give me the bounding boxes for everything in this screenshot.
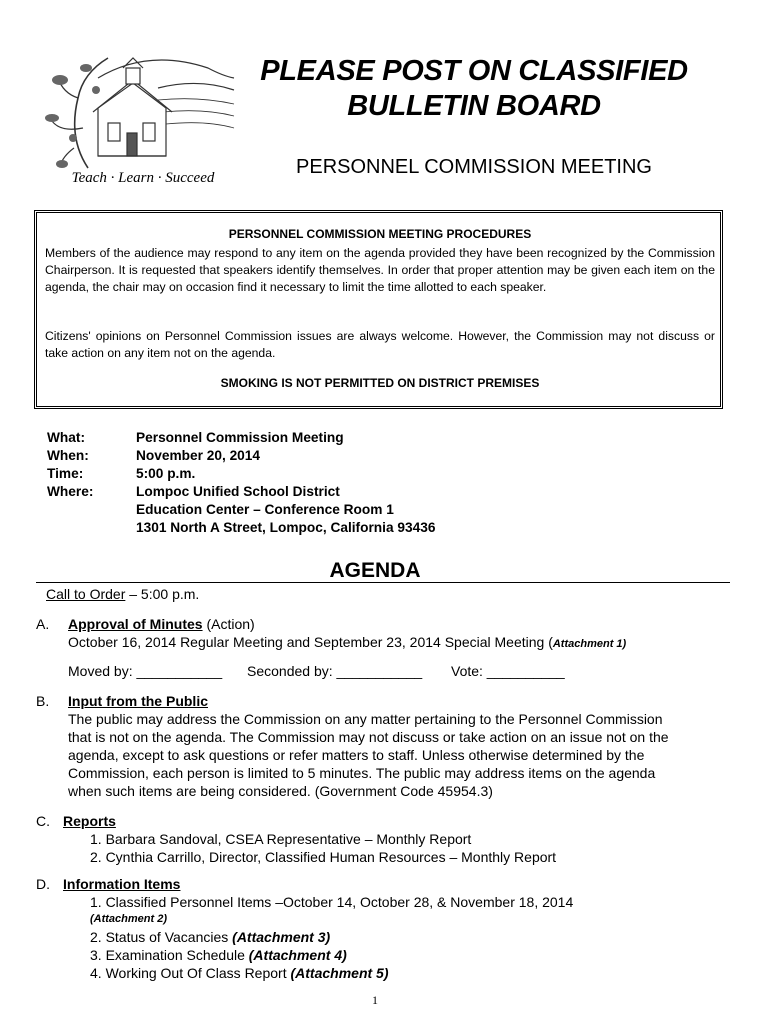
section-c-heading	[63, 812, 116, 830]
section-b-letter: B.	[36, 693, 50, 709]
attachment-1: Attachment 1)	[552, 638, 627, 650]
attachment-4: (Attachment 4)	[248, 947, 347, 963]
smoking-notice: SMOKING IS NOT PERMITTED ON DISTRICT PREMISES	[220, 376, 540, 390]
info-item-1: 1. Classified Personnel Items –October 14, October 28, & November 18, 2014	[90, 894, 574, 910]
title-line-1: PLEASE POST ON CLASSIFIED	[260, 55, 688, 87]
where-line-3: 1301 North A Street, Lompoc, California 93436	[136, 520, 436, 535]
attachment-3: (Attachment 3)	[232, 929, 331, 945]
section-b-heading	[68, 692, 208, 710]
info-item-2	[90, 928, 330, 946]
section-c-title: Reports	[63, 813, 116, 829]
procedures-title: PERSONNEL COMMISSION MEETING PROCEDURES	[228, 227, 532, 241]
vote: Vote: __________	[451, 663, 565, 679]
info-item-3	[90, 946, 347, 964]
section-a-line	[68, 633, 626, 653]
call-to-order-heading: Call to Order	[46, 586, 126, 602]
agenda-title: AGENDA	[329, 559, 421, 582]
procedures-paragraph-2: Citizens' opinions on Personnel Commission issues are always welcome. However, the Commission may not discuss or take action on any item not on the agenda.	[45, 329, 715, 360]
section-a-title: Approval of Minutes	[68, 616, 203, 632]
logo-motto: Teach · Learn · Succeed	[71, 170, 215, 186]
info-item-2-text: 2. Status of Vacancies	[90, 929, 233, 945]
section-a-letter: A.	[36, 616, 50, 632]
time-value: 5:00 p.m.	[136, 466, 196, 481]
what-label: What:	[47, 430, 86, 445]
page-number: 1	[372, 993, 378, 1007]
section-b-line-5: when such items are being considered. (Government Code 45954.3)	[68, 783, 493, 799]
agenda-divider	[36, 582, 730, 583]
attachment-2: (Attachment 2)	[90, 913, 168, 925]
title-line-2: BULLETIN BOARD	[347, 90, 601, 122]
report-item-1: 1. Barbara Sandoval, CSEA Representative – Monthly Report	[90, 831, 472, 847]
section-b-line-3: agenda, except to ask questions or refer matters to staff. Unless otherwise determined by the	[68, 747, 645, 763]
procedures-paragraph-1: Members of the audience may respond to any item on the agenda provided they have been recognized by the Commission Chairperson. It is requested that speakers identify themselves. In order that proper attention may be given each item on the agenda, the chair may on occasion find it necessary to limit the time allotted to each speaker.	[45, 246, 715, 294]
section-b-line-1: The public may address the Commission on any matter pertaining to the Personnel Commission	[68, 711, 663, 727]
section-d-heading	[63, 875, 180, 893]
section-c-letter: C.	[36, 813, 50, 829]
time-label: Time:	[47, 466, 84, 481]
section-a-note: (Action)	[202, 616, 255, 632]
call-to-order-time: – 5:00 p.m.	[125, 586, 200, 602]
section-d-title: Information Items	[63, 876, 181, 892]
attachment-5: (Attachment 5)	[290, 965, 389, 981]
meeting-subtitle: PERSONNEL COMMISSION MEETING	[296, 156, 652, 178]
section-b-line-4: Commission, each person is limited to 5 minutes. The public may address items on the agenda	[68, 765, 656, 781]
where-line-1: Lompoc Unified School District	[136, 484, 340, 499]
what-value: Personnel Commission Meeting	[136, 430, 344, 445]
section-b-line-2: that is not on the agenda. The Commission may not discuss or take action on an issue not on the	[68, 729, 669, 745]
page-title	[240, 54, 708, 124]
moved-by: Moved by: ___________	[68, 663, 223, 679]
call-to-order	[46, 585, 199, 603]
when-value: November 20, 2014	[136, 448, 261, 463]
section-d-letter: D.	[36, 876, 50, 892]
seconded-by: Seconded by: ___________	[247, 663, 423, 679]
info-item-4-text: 4. Working Out Of Class Report	[90, 965, 291, 981]
report-item-2: 2. Cynthia Carrillo, Director, Classified Human Resources – Monthly Report	[90, 849, 557, 865]
where-label: Where:	[47, 484, 94, 499]
info-item-3-text: 3. Examination Schedule	[90, 947, 249, 963]
where-line-2: Education Center – Conference Room 1	[136, 502, 394, 517]
info-item-4	[90, 964, 389, 982]
when-label: When:	[47, 448, 89, 463]
minutes-dates: October 16, 2014 Regular Meeting and September 23, 2014 Special Meeting (	[68, 634, 553, 650]
section-b-title: Input from the Public	[68, 693, 208, 709]
schoolhouse-logo-icon	[38, 38, 238, 188]
section-a-heading	[68, 615, 255, 633]
